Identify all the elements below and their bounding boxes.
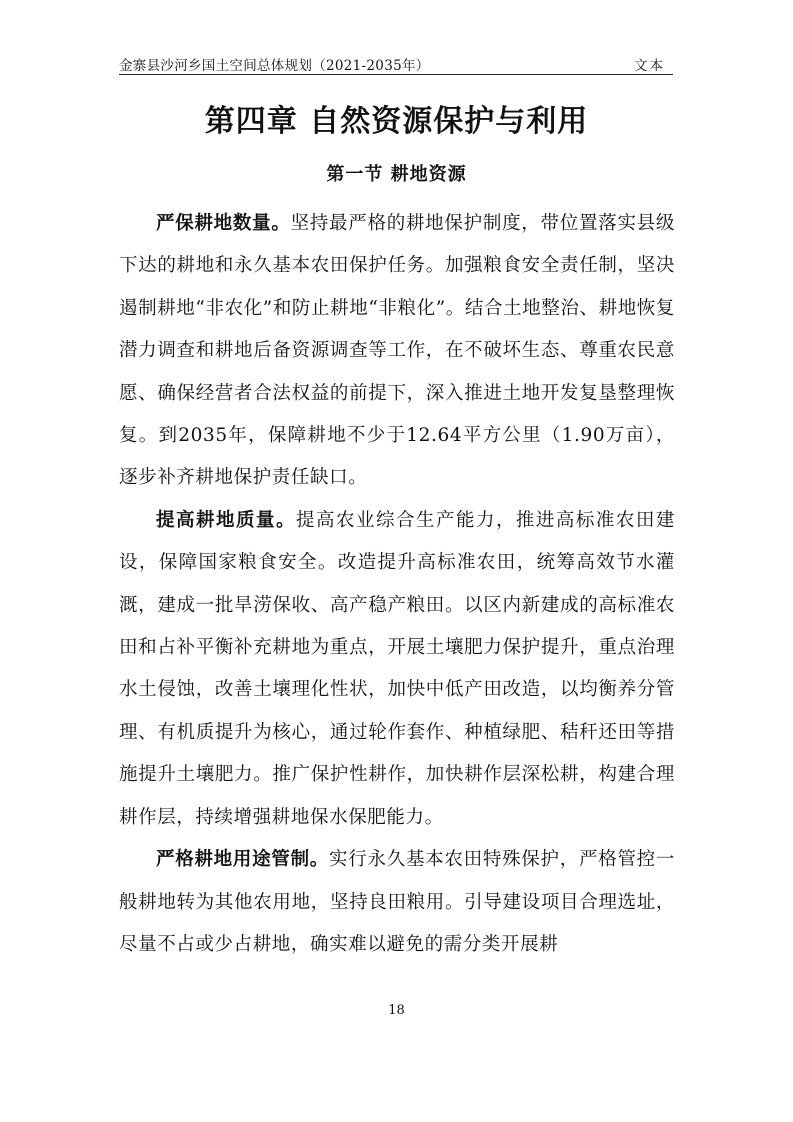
paragraph-text: 提高农业综合生产能力，推进高标准农田建设，保障国家粮食安全。改造提升高标准农田，统筹高效节水灌溉，建成一批旱涝保收、高产稳产粮田。以区内新建成的高标准农田和占补平衡补充耕地为重点，开展土壤肥力保护提升，重点治理水土侵蚀，改善土壤理化性状，加快中低产田改造，以均衡养分管理、有机质提升为核心，通过轮作套作、种植绿肥、秸秆还田等措施提升土壤肥力。推广保护性耕作，加快耕作层深松耕，构建合理耕作层，持续增强耕地保水保肥能力。 <box>119 509 676 828</box>
body-text <box>119 203 675 966</box>
paragraph-text: 实行永久基本农田特殊保护，严格管控一般耕地转为其他农用地，坚持良田粮用。引导建设项目合理选址，尽量不占或少占耕地，确实难以避免的需分类开展耕 <box>119 849 675 955</box>
paragraph-farmland-quantity <box>119 203 675 500</box>
paragraph-text: 坚持最严格的耕地保护制度，带位置落实县级下达的耕地和永久基本农田保护任务。加强粮食安全责任制，坚决遏制耕地“非农化”和防止耕地“非粮化”。结合土地整治、耕地恢复潜力调查和耕地后备资源调查等工作，在不破坏生态、尊重农民意愿、确保经营者合法权益的前提下，深入推进土地开发复垦整理恢复。到2035年，保障耕地不少于12.64平方公里（1.90万亩），逐步补齐耕地保护责任缺口。 <box>119 213 675 489</box>
header-document-type: 文本 <box>634 58 665 74</box>
paragraph-farmland-use-control <box>119 839 675 966</box>
header-document-title: 金寨县沙河乡国土空间总体规划（2021-2035年） <box>119 58 430 74</box>
page-number: 18 <box>388 1003 405 1018</box>
paragraph-farmland-quality <box>119 500 675 839</box>
paragraph-lead: 提高耕地质量。 <box>156 509 296 531</box>
section-title: 第一节 耕地资源 <box>326 164 467 185</box>
paragraph-lead: 严格耕地用途管制。 <box>156 849 330 871</box>
page-header <box>119 52 673 75</box>
paragraph-lead: 严保耕地数量。 <box>156 213 291 234</box>
chapter-title: 第四章 自然资源保护与利用 <box>204 104 589 139</box>
